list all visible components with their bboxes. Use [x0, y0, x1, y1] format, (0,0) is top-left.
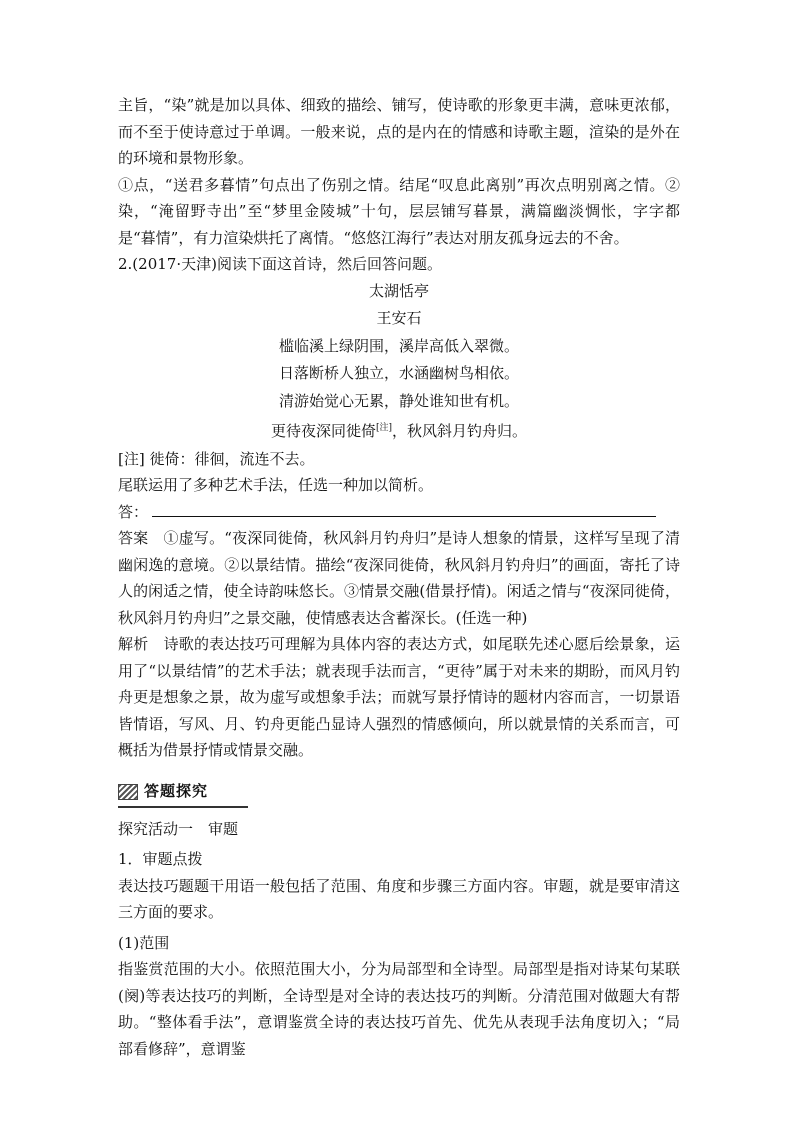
- answer-label: 答：: [118, 502, 149, 521]
- sub-1-heading: (1)范围: [118, 933, 170, 952]
- sub-1-text: 指鉴赏范围的大小。依照范围大小，分为局部型和全诗型。局部型是指对诗某句某联(阕)等表达技巧的判断，全诗型是对全诗的表达技巧的判断。分清范围对做题大有帮助。“整体看手法”，意谓鉴赏全诗的表达技巧首先、优先从表现手法角度切入；“局部看修辞”，意谓鉴: [118, 960, 680, 1058]
- document-page: [118, 92, 680, 1062]
- paragraph-conclusion: 主旨，“染”就是加以具体、细致的描绘、铺写，使诗歌的形象更丰满，意味更浓郁，而不至于使诗意过于单调。一般来说，点的是内在的情感和诗歌主题，渲染的是外在的环境和景物形象。: [118, 96, 680, 167]
- analysis-paragraph: 解析 诗歌的表达技巧可理解为具体内容的表达方式，如尾联先述心愿后绘景象，运用了“以景结情”的艺术手法；就表现手法而言，“更待”属于对未来的期盼，而风月钓舟更是想象之景，故为虚写或想象手法；而就写景抒情诗的题材内容而言，一切景语皆情语，写风、月、钓舟更能凸显诗人强烈的情感倾向，所以就景情的关系而言，可概括为借景抒情或情景交融。: [118, 635, 680, 759]
- answer-paragraph: 答案 ①虚写。“夜深同徙倚，秋风斜月钓舟归”是诗人想象的情景，这样写呈现了清幽闲逸的意境。②以景结情。描绘“夜深同徙倚，秋风斜月钓舟归”的画面，寄托了诗人的闲适之情，使全诗韵味悠长。③情景交融(借景抒情)。闲适之情与“夜深同徙倚，秋风斜月钓舟归”之景交融，使情感表达含蓄深长。(任选一种): [118, 529, 680, 627]
- poem-block: [118, 278, 680, 446]
- poem-title: 太湖恬亭: [368, 281, 429, 300]
- note-marker: [注]: [375, 423, 393, 433]
- item-1-heading: 1．审题点拨: [118, 850, 203, 868]
- section-underline: [118, 806, 248, 808]
- section-title: 答题探究: [144, 781, 209, 800]
- poem-line-4-part-a: 更待夜深同徙倚: [270, 422, 376, 440]
- poem-line-4-part-b: ，秋风斜月钓舟归。: [392, 422, 528, 440]
- answer-blank-line[interactable]: [152, 502, 656, 517]
- poem-line-2: 日落断桥人独立，水涵幽树鸟相依。: [278, 364, 519, 382]
- section-header: [118, 778, 680, 808]
- item-1-text: 表达技巧题题干用语一般包括了范围、角度和步骤三方面内容。审题，就是要审清这三方面的要求。: [118, 876, 680, 921]
- poem-line-4: [118, 415, 680, 446]
- section-hatch-icon: [118, 784, 138, 800]
- poem-line-1: 槛临溪上绿阴围，溪岸高低入翠微。: [278, 336, 519, 355]
- question-2-intro: 2.(2017·天津)阅读下面这首诗，然后回答问题。: [118, 255, 442, 273]
- poem-note: [注] 徙倚：徘徊，流连不去。: [118, 449, 315, 468]
- paragraph-answer-1: ①点，“送君多暮情”句点出了伤别之情。结尾“叹息此离别”再次点明别离之情。②染，“淹留野寺出”至“梦里金陵城”十句，层层铺写暮景，满篇幽淡惆怅，字字都是“暮情”，有力渲染烘托了离情。“悠悠江海行”表达对朋友孤身远去的不舍。: [118, 175, 680, 247]
- poem-line-3: 清游始觉心无累，静处谁知世有机。: [278, 391, 519, 410]
- poem-author: 王安石: [376, 309, 422, 327]
- question-text: 尾联运用了多种艺术手法，任选一种加以简析。: [118, 476, 434, 494]
- answer-field-row: [118, 499, 680, 526]
- activity-heading: 探究活动一 审题: [118, 819, 239, 838]
